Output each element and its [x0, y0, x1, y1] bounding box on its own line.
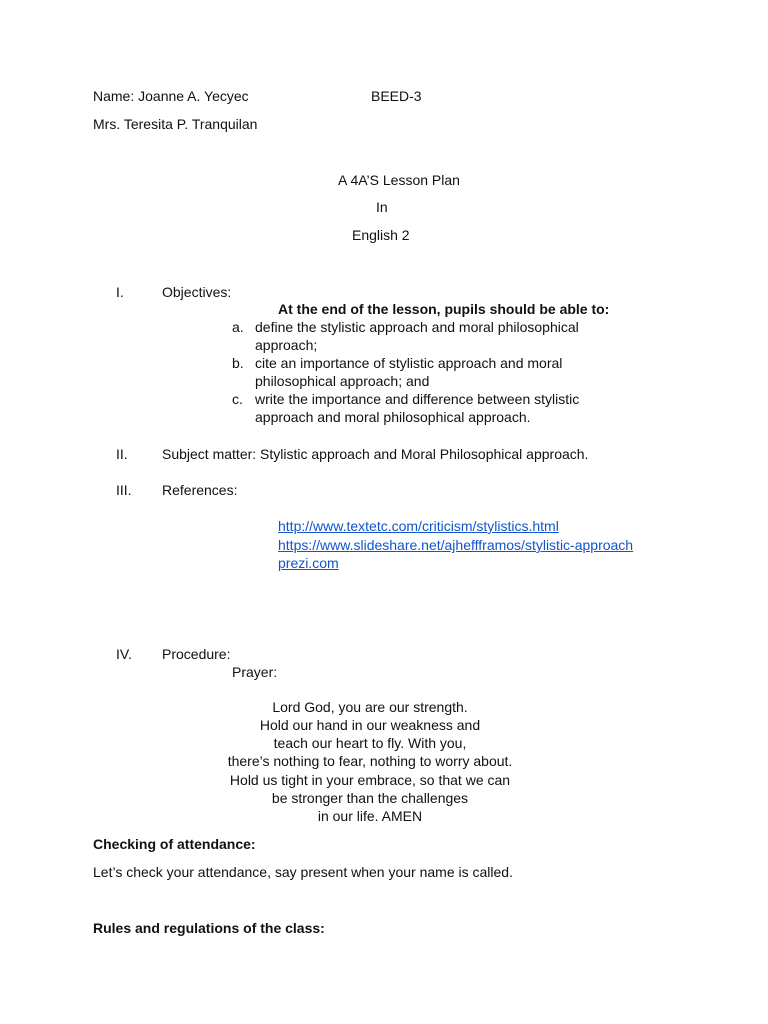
title-line-2: In [376, 199, 388, 215]
teacher-name: Mrs. Teresita P. Tranquilan [93, 116, 258, 132]
student-name: Name: Joanne A. Yecyec [93, 88, 249, 104]
section-numeral-2: II. [116, 446, 128, 462]
objectives-heading: Objectives: [162, 284, 232, 300]
reference-link-textetc[interactable]: http://www.textetc.com/criticism/stylistics.html [278, 518, 559, 534]
reference-link-prezi[interactable]: prezi.com [278, 555, 339, 571]
objective-marker-b: b. [232, 355, 244, 371]
objective-marker-c: c. [232, 391, 243, 407]
prayer-line: in our life. AMEN [317, 808, 423, 824]
objective-marker-a: a. [232, 319, 244, 335]
objective-c-line-2: approach and moral philosophical approach. [255, 409, 531, 425]
title-line-3: English 2 [352, 227, 410, 243]
course-code: BEED-3 [371, 88, 422, 104]
prayer-line: Hold us tight in your embrace, so that we can [229, 772, 511, 788]
title-line-1: A 4A’S Lesson Plan [338, 172, 460, 188]
references-heading: References: [162, 482, 238, 498]
rules-heading: Rules and regulations of the class: [93, 920, 325, 936]
section-numeral-4: IV. [116, 646, 132, 662]
prayer-line: teach our heart to fly. With you, [273, 735, 467, 751]
reference-link-slideshare[interactable]: https://www.slideshare.net/ajheffframos/stylistic-approach [278, 537, 634, 553]
section-numeral-1: I. [116, 284, 124, 300]
objective-b-line-2: philosophical approach; and [255, 373, 430, 389]
objective-a-line-1: define the stylistic approach and moral philosophical [255, 319, 579, 335]
prayer-label: Prayer: [232, 664, 278, 680]
objective-a-line-2: approach; [255, 337, 318, 353]
section-numeral-3: III. [116, 482, 132, 498]
prayer-line: Hold our hand in our weakness and [259, 717, 481, 733]
prayer-line: be stronger than the challenges [271, 790, 469, 806]
prayer-line: there’s nothing to fear, nothing to worry about. [227, 753, 513, 769]
attendance-heading: Checking of attendance: [93, 836, 256, 852]
objective-b-line-1: cite an importance of stylistic approach and moral [255, 355, 563, 371]
subject-matter: Subject matter: Stylistic approach and Moral Philosophical approach. [162, 446, 589, 462]
procedure-heading: Procedure: [162, 646, 231, 662]
attendance-text: Let’s check your attendance, say present when your name is called. [93, 864, 513, 880]
objective-c-line-1: write the importance and difference between stylistic [255, 391, 580, 407]
objectives-intro: At the end of the lesson, pupils should be able to: [278, 301, 610, 317]
prayer-line: Lord God, you are our strength. [272, 699, 468, 715]
